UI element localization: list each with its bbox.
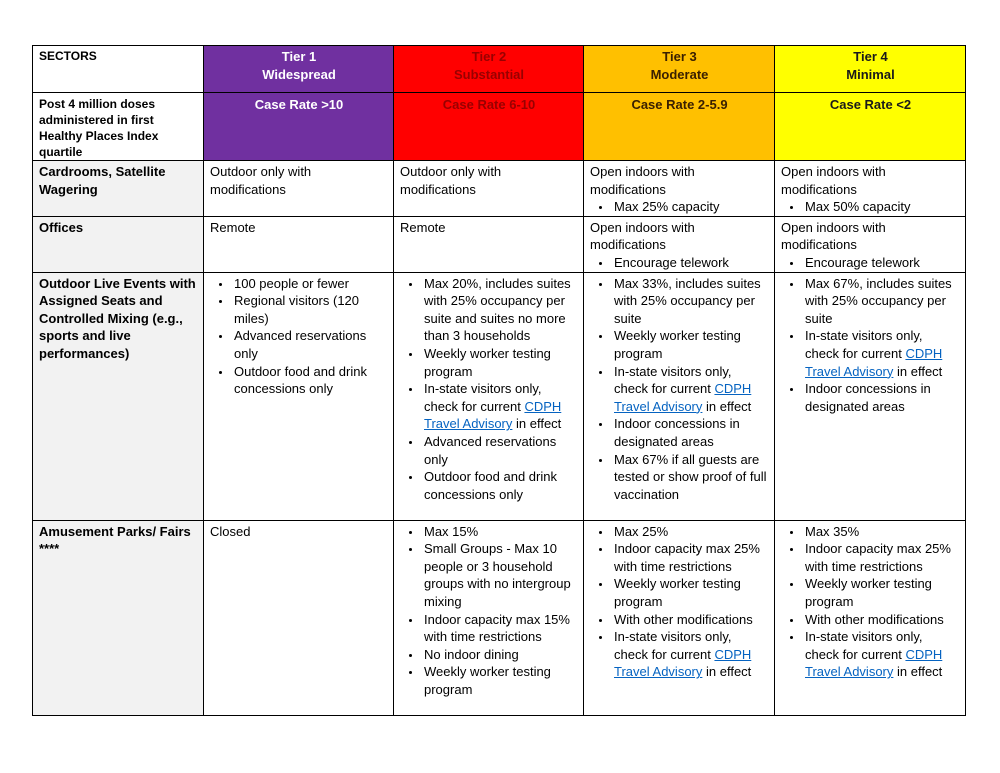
tier-2-cell <box>394 216 584 272</box>
tier-2-header <box>394 46 584 93</box>
cell-text: Open indoors with modifications <box>590 219 695 253</box>
sector-label: Cardrooms, Satellite Wagering <box>33 161 204 217</box>
tier-2-cell <box>394 272 584 520</box>
cell-text: Open indoors with modifications <box>781 164 886 197</box>
bullet-item: • Small Groups - Max 10 people or 3 household groups with no intergroup mixing <box>422 540 578 610</box>
bullet-item: • Encourage telework <box>612 254 769 272</box>
cell-text: Open indoors with modifications <box>590 164 695 197</box>
tier-4-case-rate: Case Rate <2 <box>775 93 966 161</box>
sector-row-amusement-parks <box>33 520 966 715</box>
tier-table <box>32 45 966 716</box>
bullet-list <box>590 254 769 272</box>
tier-1-cell <box>204 161 394 217</box>
bullet-list <box>590 275 769 504</box>
cdph-travel-advisory-link[interactable]: CDPH Travel Advisory <box>805 646 943 680</box>
bullet-item: • Indoor concessions in designated areas <box>612 415 769 450</box>
bullet-item: • Max 50% capacity <box>803 198 960 216</box>
tier-2-case-rate: Case Rate 6-10 <box>394 93 584 161</box>
tier-3-cell <box>584 520 775 715</box>
tier-3-cell <box>584 161 775 217</box>
bullet-item: • Max 25% capacity <box>612 198 769 216</box>
tier-number: Tier 2 <box>471 49 507 64</box>
bullet-list <box>781 275 960 416</box>
bullet-item: • Max 35% <box>803 523 960 541</box>
metric-header: Post 4 million doses administered in first Healthy Places Index quartile <box>33 93 204 161</box>
tier-name: Substantial <box>453 66 525 82</box>
sector-row-cardrooms <box>33 161 966 217</box>
bullet-item: • Encourage telework <box>803 254 960 272</box>
cell-text: Closed <box>210 523 251 539</box>
bullet-list <box>400 275 578 504</box>
cdph-travel-advisory-link[interactable]: CDPH Travel Advisory <box>424 398 562 432</box>
bullet-item: • Max 20%, includes suites with 25% occupancy per suite and suites no more than 3 households <box>422 275 578 345</box>
bullet-item: • Weekly worker testing program <box>612 327 769 362</box>
tier-4-cell <box>775 520 966 715</box>
tier-3-case-rate: Case Rate 2-5.9 <box>584 93 775 161</box>
cell-text: Open indoors with modifications <box>781 219 886 253</box>
bullet-item: • Indoor capacity max 15% with time restrictions <box>422 611 578 646</box>
bullet-item: • Weekly worker testing program <box>422 663 578 698</box>
tier-3-cell <box>584 216 775 272</box>
tier-4-cell <box>775 161 966 217</box>
bullet-item: • With other modifications <box>612 611 769 629</box>
bullet-list <box>210 275 388 398</box>
sectors-header: SECTORS <box>33 46 204 93</box>
case-rate-row <box>33 93 966 161</box>
bullet-item: • 100 people or fewer <box>232 275 388 293</box>
tier-number: Tier 4 <box>853 49 888 64</box>
tier-number: Tier 1 <box>281 49 317 64</box>
tier-3-cell <box>584 272 775 520</box>
bullet-list <box>781 254 960 272</box>
bullet-item: • Advanced reservations only <box>232 327 388 362</box>
bullet-item: • Weekly worker testing program <box>422 345 578 380</box>
tier-1-case-rate: Case Rate >10 <box>204 93 394 161</box>
bullet-item: • Max 25% <box>612 523 769 541</box>
cdph-travel-advisory-link[interactable]: CDPH Travel Advisory <box>805 345 943 379</box>
tier-name: Moderate <box>650 66 709 82</box>
bullet-item: • In-state visitors only, check for current CDPH Travel Advisory in effect <box>803 628 960 681</box>
tier-1-cell <box>204 520 394 715</box>
bullet-item: • In-state visitors only, check for current CDPH Travel Advisory in effect <box>803 327 960 380</box>
bullet-item: • Advanced reservations only <box>422 433 578 468</box>
cell-text: Outdoor only with modifications <box>210 164 312 197</box>
bullet-item: • Weekly worker testing program <box>612 575 769 610</box>
bullet-item: • With other modifications <box>803 611 960 629</box>
tier-3-header <box>584 46 775 93</box>
tier-number: Tier 3 <box>662 49 697 64</box>
tier-2-cell <box>394 161 584 217</box>
tier-1-cell <box>204 216 394 272</box>
sector-row-outdoor-live-events <box>33 272 966 520</box>
bullet-item: • No indoor dining <box>422 646 578 664</box>
bullet-item: • Max 67% if all guests are tested or show proof of full vaccination <box>612 451 769 504</box>
tier-name: Widespread <box>262 66 336 82</box>
tier-name: Minimal <box>846 66 895 82</box>
sector-label: Offices <box>33 216 204 272</box>
bullet-list <box>781 523 960 681</box>
bullet-item: • In-state visitors only, check for current CDPH Travel Advisory in effect <box>612 628 769 681</box>
sector-label: Amusement Parks/ Fairs **** <box>33 520 204 715</box>
bullet-item: • Weekly worker testing program <box>803 575 960 610</box>
tier-4-cell <box>775 272 966 520</box>
bullet-item: • In-state visitors only, check for current CDPH Travel Advisory in effect <box>612 363 769 416</box>
bullet-list <box>400 523 578 699</box>
bullet-item: • Outdoor food and drink concessions only <box>232 363 388 398</box>
sector-row-offices <box>33 216 966 272</box>
cell-text: Remote <box>210 219 256 235</box>
tier-header-row <box>33 46 966 93</box>
tier-2-cell <box>394 520 584 715</box>
tier-4-cell <box>775 216 966 272</box>
tier-1-header <box>204 46 394 93</box>
bullet-list <box>590 198 769 216</box>
sector-label: Outdoor Live Events with Assigned Seats and Controlled Mixing (e.g., sports and live performances) <box>33 272 204 520</box>
bullet-item: • Max 67%, includes suites with 25% occupancy per suite <box>803 275 960 328</box>
bullet-item: • Indoor capacity max 25% with time restrictions <box>803 540 960 575</box>
tier-1-cell <box>204 272 394 520</box>
bullet-item: • Max 15% <box>422 523 578 541</box>
bullet-item: • Indoor capacity max 25% with time restrictions <box>612 540 769 575</box>
cdph-travel-advisory-link[interactable]: CDPH Travel Advisory <box>614 646 752 680</box>
cell-text: Outdoor only with modifications <box>400 164 502 197</box>
bullet-item: • In-state visitors only, check for current CDPH Travel Advisory in effect <box>422 380 578 433</box>
bullet-item: • Outdoor food and drink concessions only <box>422 468 578 503</box>
bullet-item: • Max 33%, includes suites with 25% occupancy per suite <box>612 275 769 328</box>
cdph-travel-advisory-link[interactable]: CDPH Travel Advisory <box>614 381 752 414</box>
bullet-list <box>590 523 769 681</box>
tier-4-header <box>775 46 966 93</box>
bullet-item: • Regional visitors (120 miles) <box>232 292 388 327</box>
bullet-list <box>781 198 960 216</box>
bullet-item: • Indoor concessions in designated areas <box>803 380 960 415</box>
cell-text: Remote <box>400 219 446 235</box>
